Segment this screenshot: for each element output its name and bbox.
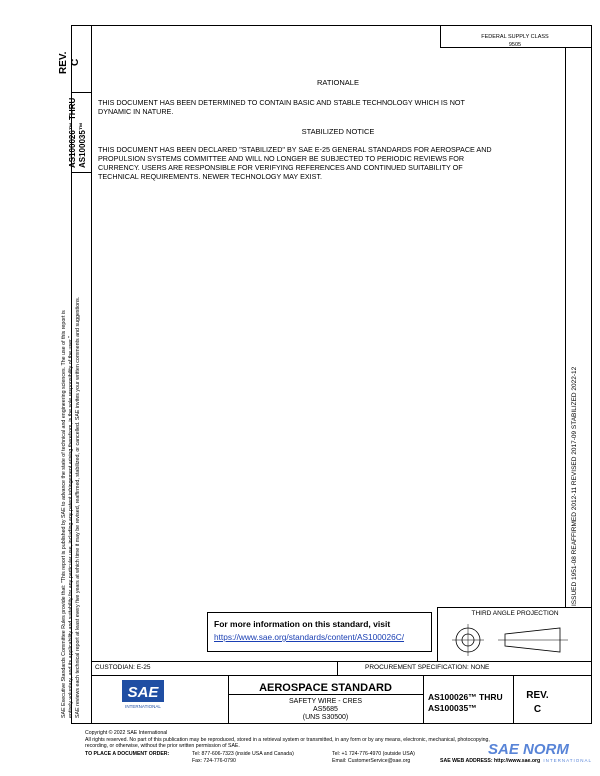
custodian-row-top (91, 661, 592, 662)
svg-text:SAE: SAE (127, 684, 159, 701)
rationale-text: THIS DOCUMENT HAS BEEN DETERMINED TO CONTAIN BASIC AND STABLE TECHNOLOGY WHICH IS NOT DYNAMIC IN NATURE. (98, 98, 465, 116)
stabilized-text: THIS DOCUMENT HAS BEEN DECLARED "STABILIZED" BY SAE E-25 GENERAL STANDARDS FOR AEROSPACE AND PROPULSION SYSTEMS COMMITTEE AND WILL NO LONGER BE SUBJECTED TO PERIODIC REVIEWS FOR CURRENCY. USERS ARE RESPONSIBLE FOR VERIFYING REFERENCES AND CONTINUED SUITABILITY OF TECHNICAL REQUIREMENTS. NEWER TECHNOLOGY MAY EXIST. (98, 145, 492, 181)
footer-order: TO PLACE A DOCUMENT ORDER: (85, 751, 170, 757)
custodian-divider (337, 661, 338, 675)
title-subtitle: SAFETY WIRE - CRES (289, 698, 362, 705)
more-info-link[interactable]: https://www.sae.org/standards/content/AS100026C/ (214, 632, 405, 642)
revision-title: REV. C (526, 690, 549, 715)
title-uns: (UNS S30500) (302, 714, 349, 721)
custodian: CUSTODIAN: E-25 (95, 664, 151, 671)
third-angle-label: THIRD ANGLE PROJECTION (471, 610, 559, 617)
history-text: ISSUED 1951-08 REAFFIRMED 2012-11 REVISED 2017-09 STABILIZED 2022-12 (571, 366, 578, 606)
third-angle-projection-symbol (440, 620, 590, 660)
rev-divider (71, 92, 91, 93)
disclaimer-text: SAE Executive Standards Committee Rules provide that: "This report is published by SAE to advance the state of technical and engineering sciences. The use of this report is entirely voluntary, and its applicability and suitability for any particular use, including any patent infringement arising therefrom, is the sole responsibility of the user." SAE reviews each technical report at least every five years at which time it may be revised, reaffirmed, stabilized, or cancelled. SAE invites your written comments and suggestions. (61, 296, 81, 718)
procurement-spec: PROCUREMENT SPECIFICATION: NONE (365, 664, 490, 671)
frame-right (591, 25, 592, 724)
rev-label-left: REV. (58, 51, 69, 74)
aerospace-standard-heading: AEROSPACE STANDARD (259, 682, 392, 694)
sae-logo-icon (122, 680, 164, 710)
frame-bottom (71, 723, 592, 724)
part-number-title: AS100026™ THRU AS100035™ (428, 692, 503, 713)
sae-norm-watermark: SAE NORM INTERNATIONAL (488, 741, 592, 763)
frame-top (71, 25, 592, 26)
federal-supply-class: FEDERAL SUPPLY CLASS 9505 (481, 34, 549, 48)
copyright-notice: Copyright © 2022 SAE International All rights reserved. No part of this publication may be reproduced, stored in a retrieval system or transmitted, in any form or by any means, electronic, mechanical, photocopying, recording, or otherwise, without the prior written permission of SAE. (85, 730, 490, 750)
title-divider (423, 675, 424, 723)
footer-contact-intl: Tel: +1 724-776-4970 (outside USA) Email: CustomerService@sae.org (332, 751, 415, 764)
part-divider (71, 172, 91, 173)
rev2-divider (513, 675, 514, 723)
heading-underline (228, 694, 423, 695)
title-spec: AS5685 (313, 706, 338, 713)
rationale-title: RATIONALE (317, 78, 359, 87)
left-col-divider (91, 25, 92, 724)
custodian-row-bottom (91, 675, 592, 676)
more-info-box (207, 612, 432, 652)
rev-value-left: C (70, 58, 81, 66)
more-info-title: For more information on this standard, visit (214, 619, 391, 629)
thirdangle-box-left (437, 607, 438, 661)
stabilized-title: STABILIZED NOTICE (301, 127, 375, 136)
svg-text:INTERNATIONAL: INTERNATIONAL (125, 704, 161, 709)
footer-contact-us: Tel: 877-606-7323 (inside USA and Canada) Fax: 724-776-0790 (192, 751, 294, 764)
thirdangle-box-top (437, 607, 592, 608)
footer-web[interactable]: SAE WEB ADDRESS: http://www.sae.org (440, 758, 541, 764)
part-number-left: AS100026™ THRU AS100035™ (68, 97, 87, 168)
